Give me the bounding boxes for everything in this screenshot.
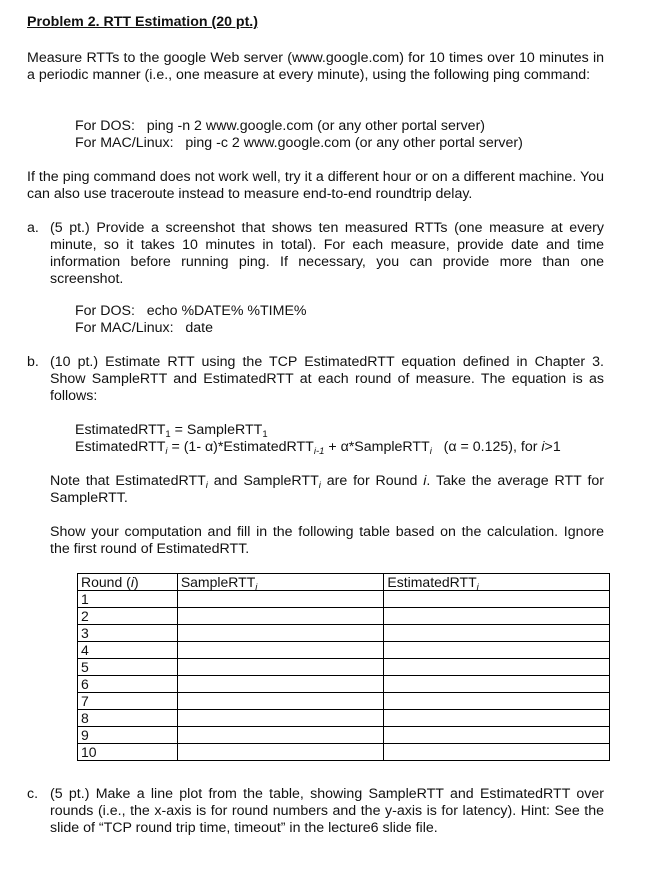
- sample-rtt-cell[interactable]: [177, 608, 384, 625]
- table-row: [78, 727, 610, 744]
- round-cell: 10: [78, 744, 178, 761]
- part-a-text: (5 pt.) Provide a screenshot that shows ten measured RTTs (one measure at every minute, so it takes 10 minutes in total). For each measure, provide date and time information before running ping. If necessary, you can provide more than one screenshot.: [50, 220, 604, 287]
- table-row: [78, 676, 610, 693]
- estimated-rtt-cell[interactable]: [384, 744, 610, 761]
- table-instruction: Show your computation and fill in the following table based on the calculation. Ignore the first round of EstimatedRTT.: [50, 524, 604, 557]
- sample-rtt-cell[interactable]: [177, 642, 384, 659]
- table-row: [78, 625, 610, 642]
- round-cell: 5: [78, 659, 178, 676]
- part-c-letter: c.: [27, 786, 39, 802]
- page-title: Problem 2. RTT Estimation (20 pt.): [27, 14, 258, 30]
- estimated-rtt-cell[interactable]: [384, 727, 610, 744]
- round-note: Note that EstimatedRTT$_i$ and SampleRTT$_i$ are for Round i. Take the average RTT for SampleRTT.: [50, 473, 605, 506]
- sample-rtt-cell[interactable]: [177, 727, 384, 744]
- part-c: [27, 786, 604, 837]
- table-row: [78, 659, 610, 676]
- part-a-letter: a.: [27, 220, 39, 236]
- sample-rtt-cell[interactable]: [177, 625, 384, 642]
- equation-round-i: EstimatedRTT$_i$ = (1- α)*EstimatedRTT$_{i-1}$ + α*SampleRTT$_i$ (α = 0.125), for i>1: [75, 439, 561, 457]
- table-header-row: [78, 574, 610, 591]
- estimated-rtt-cell[interactable]: [384, 659, 610, 676]
- round-cell: 7: [78, 693, 178, 710]
- fallback-paragraph: If the ping command does not work well, try it a different hour or on a different machine. You can also use traceroute instead to measure end-to-end roundtrip delay.: [27, 169, 604, 202]
- header-sample-rtt: SampleRTT$_i$: [177, 574, 384, 591]
- intro-paragraph: Measure RTTs to the google Web server (www.google.com) for 10 times over 10 minutes in a periodic manner (i.e., one measure at every minute), using the following ping command:: [27, 50, 604, 83]
- part-b: [27, 354, 604, 405]
- part-a: [27, 220, 604, 288]
- estimated-rtt-cell[interactable]: [384, 625, 610, 642]
- round-cell: 8: [78, 710, 178, 727]
- round-cell: 4: [78, 642, 178, 659]
- table-row: [78, 693, 610, 710]
- date-dos-command: For DOS: echo %DATE% %TIME%: [75, 303, 307, 319]
- sample-rtt-cell[interactable]: [177, 744, 384, 761]
- sample-rtt-cell[interactable]: [177, 591, 384, 608]
- estimated-rtt-cell[interactable]: [384, 608, 610, 625]
- part-b-text: (10 pt.) Estimate RTT using the TCP EstimatedRTT equation defined in Chapter 3. Show SampleRTT and EstimatedRTT at each round of measure. The equation is as follows:: [50, 354, 604, 404]
- equation-round-1: EstimatedRTT$_1$ = SampleRTT$_1$: [75, 422, 268, 440]
- sample-rtt-cell[interactable]: [177, 659, 384, 676]
- header-estimated-rtt: EstimatedRTT$_i$: [384, 574, 610, 591]
- table-row: [78, 608, 610, 625]
- round-cell: 6: [78, 676, 178, 693]
- part-b-letter: b.: [27, 354, 39, 370]
- table-row: [78, 591, 610, 608]
- round-cell: 9: [78, 727, 178, 744]
- estimated-rtt-cell[interactable]: [384, 710, 610, 727]
- round-cell: 2: [78, 608, 178, 625]
- round-cell: 1: [78, 591, 178, 608]
- estimated-rtt-cell[interactable]: [384, 676, 610, 693]
- round-cell: 3: [78, 625, 178, 642]
- table-row: [78, 744, 610, 761]
- sample-rtt-cell[interactable]: [177, 693, 384, 710]
- sample-rtt-cell[interactable]: [177, 676, 384, 693]
- date-mac-command: For MAC/Linux: date: [75, 320, 213, 336]
- header-round: Round (i): [78, 574, 178, 591]
- estimated-rtt-cell[interactable]: [384, 591, 610, 608]
- estimated-rtt-cell[interactable]: [384, 693, 610, 710]
- estimated-rtt-cell[interactable]: [384, 642, 610, 659]
- sample-rtt-cell[interactable]: [177, 710, 384, 727]
- table-row: [78, 642, 610, 659]
- part-c-text: (5 pt.) Make a line plot from the table, showing SampleRTT and EstimatedRTT over rounds (i.e., the x-axis is for round numbers and the y-axis is for latency). Hint: See the slide of “TCP round trip time, timeout” in the lecture6 slide file.: [50, 786, 604, 836]
- ping-dos-command: For DOS: ping -n 2 www.google.com (or any other portal server): [75, 118, 486, 134]
- table-row: [78, 710, 610, 727]
- rtt-table: [77, 573, 610, 761]
- ping-mac-command: For MAC/Linux: ping -c 2 www.google.com (or any other portal server): [75, 135, 523, 151]
